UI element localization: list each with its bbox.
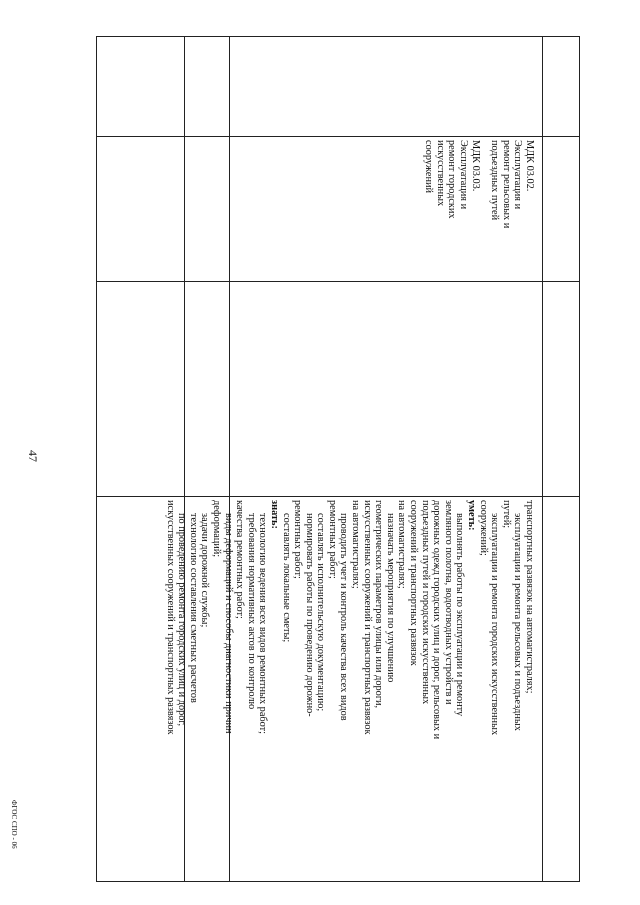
text-line: ремонтных работ; <box>326 500 338 579</box>
text-line: виды деформаций и способы диагностики причин <box>222 513 234 734</box>
text-line: искусственных сооружений и транспортных развязок <box>361 500 373 735</box>
text-line: требования нормативных актов по контролю <box>245 513 257 710</box>
text-line: технологию составления сметных расчетов <box>187 513 199 703</box>
mdk-line: ремонт городских <box>446 140 458 219</box>
text-line: земляного полотна, водоотводных устройств и <box>442 500 454 705</box>
text-line: подъездных путей и городских искусственных <box>419 500 431 705</box>
text-line: путей; <box>500 500 512 529</box>
column-divider <box>542 36 543 882</box>
table-border-right <box>96 881 580 882</box>
text-line: уметь: <box>466 500 478 531</box>
mdk-line: МДК 03.02. <box>524 140 535 192</box>
rotated-page <box>96 36 580 882</box>
mdk-cell <box>423 140 535 278</box>
text-line: назначать мероприятия по улучшению <box>384 513 396 683</box>
text-line: на автомагистралях; <box>396 500 408 589</box>
row-divider <box>96 281 580 282</box>
text-line: деформаций; <box>210 500 222 558</box>
text-line: сооружений; <box>477 500 489 556</box>
text-line: геометрических параметров улицы или дороги, <box>373 500 385 709</box>
mdk-line: искусственных <box>434 140 446 207</box>
text-line: эксплуатации и ремонта городских искусственных <box>489 513 501 736</box>
text-line: на автомагистралях; <box>350 500 362 589</box>
skills-knowledge-cell <box>164 500 535 878</box>
text-line: ремонтных работ; <box>292 500 304 579</box>
text-line: составлять локальные сметы; <box>280 513 292 643</box>
text-line: проводить учет и контроль качества всех видов <box>338 513 350 721</box>
text-line: качества ремонтных работ; <box>234 500 246 619</box>
mdk-line: сооружений <box>423 140 435 193</box>
mdk-line: подъездных путей <box>489 140 501 221</box>
row-divider <box>96 496 580 497</box>
text-line: технологию ведения всех видов ремонтных работ; <box>257 513 269 734</box>
text-line: сооружений и транспортных развязок <box>408 500 420 666</box>
mdk-line: Эксплуатация и <box>458 140 470 210</box>
text-line: по проведению ремонта городских улиц и дорог, <box>176 513 188 727</box>
table-border-top <box>579 36 580 882</box>
table-border-bottom <box>96 36 97 882</box>
text-line: задачи дорожной службы; <box>199 513 211 628</box>
page-number: 47 <box>26 450 40 462</box>
text-line: выполнять работы по эксплуатации и ремонту <box>454 513 466 717</box>
text-line: составлять исполнительскую документацию; <box>315 513 327 712</box>
mdk-line: ремонт рельсовых и <box>500 140 512 229</box>
table-border-left <box>96 36 580 37</box>
text-line: транспортных развязок на автомагистралях; <box>524 500 535 694</box>
mdk-line: Эксплуатация и <box>512 140 524 210</box>
mdk-line: МДК 03.03. <box>469 140 481 192</box>
text-line: эксплуатации и ремонта рельсовых и подъездных <box>512 513 524 731</box>
document-footer: ФГОС СПО - 06 <box>10 800 18 849</box>
text-line: знать: <box>268 500 280 529</box>
row-divider <box>96 136 580 137</box>
text-line: искусственных сооружений и транспортных развязок <box>164 500 176 735</box>
text-line: дорожных одежд городских улиц и дорог, рельсовых и <box>431 500 443 740</box>
text-line: нормировать работы по проведению дорожно- <box>303 513 315 717</box>
